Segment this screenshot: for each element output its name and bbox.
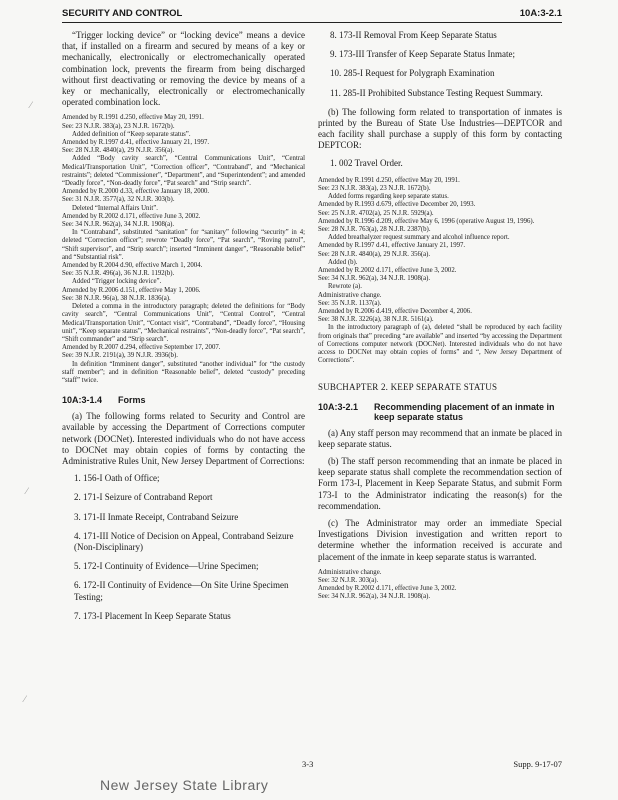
- history-line: Amended by R.2006 d.419, effective December 4, 2006.: [318, 308, 472, 316]
- history-line: Amended by R.1996 d.209, effective May 6, 1996 (operative August 19, 1996).: [318, 217, 535, 225]
- header-title: SECURITY AND CONTROL: [62, 8, 183, 19]
- paragraph-a: (a) Any staff person may recommend that an inmate be placed in keep separate status.: [318, 427, 562, 449]
- right-column: [318, 30, 562, 602]
- history-line: See: 23 N.J.R. 383(a), 23 N.J.R. 1672(b).: [62, 122, 175, 130]
- list-item: 2. 171-I Seizure of Contraband Report: [74, 492, 213, 503]
- forms-list: [62, 473, 305, 622]
- history-line: Amended by R.1993 d.679, effective December 20, 1993.: [318, 201, 476, 209]
- history-line: Amended by R.2000 d.33, effective January 18, 2000.: [62, 188, 210, 196]
- history-line: Amended by R.2002 d.171, effective June 3, 2002.: [62, 212, 201, 220]
- definition-paragraph: “Trigger locking device” or “locking device” means a device that, if installed on a firearm and secured by means of a key or mechanically, electronically or electromechanically operated combination lock, prevents the firearm from being discharged without first deactivating or removing the device by means of a key or mechanically, electronically or electromechanically operated combination lock.: [62, 30, 305, 108]
- margin-mark-icon: ⁄: [30, 100, 32, 110]
- history-line: Amended by R.2004 d.90, effective March 1, 2004.: [62, 262, 203, 270]
- section-heading: [62, 395, 305, 405]
- list-item: 3. 171-II Inmate Receipt, Contraband Seizure: [74, 511, 239, 522]
- history-line: Added forms regarding keep separate status.: [328, 193, 449, 201]
- history-line: Amended by R.2006 d.151, effective May 1, 2006.: [62, 286, 201, 294]
- page-number: 3-3: [302, 759, 314, 769]
- history-notes-section: [318, 569, 562, 602]
- header-section: 10A:3-2.1: [519, 8, 562, 19]
- list-item: 7. 173-I Placement In Keep Separate Status: [74, 610, 231, 621]
- history-line: Amended by R.1997 d.41, effective January 21, 1997.: [318, 242, 466, 250]
- history-line: See: 34 N.J.R. 962(a), 34 N.J.R. 1908(a).: [318, 275, 431, 283]
- history-line: Amended by R.1991 d.250, effective May 20, 1991.: [62, 114, 204, 122]
- history-line: Amended by R.1991 d.250, effective May 20, 1991.: [318, 176, 460, 184]
- list-item: 5. 172-I Continuity of Evidence—Urine Specimen;: [74, 561, 259, 572]
- paragraph-b2: (b) The staff person recommending that an inmate be placed in keep separate status shall complete the recommendation section of Form 173-I, Placement in Keep Separate Status, and submit Form 173-I to the Administrator indicating the reason(s) for the recommendation.: [318, 455, 562, 511]
- history-line: Added definition of “Keep separate status”.: [72, 130, 191, 138]
- history-line: Administrative change.: [318, 291, 382, 299]
- section-title: Recommending placement of an inmate in keep separate status: [374, 401, 555, 422]
- supplement-date: Supp. 9-17-07: [513, 759, 562, 769]
- list-item: 1. 156-I Oath of Office;: [74, 473, 160, 484]
- history-line: In the introductory paragraph of (a), deleted “shall be reproduced by each facility from originals that” preceding “are available” and inserted “by accessing the Department of Corrections computer network (DOCNet). Interested individuals who do not have access to DOCNet may obtain copies of forms” and “, New Jersey Department of Corrections”.: [318, 324, 562, 365]
- history-line: See: 28 N.J.R. 4840(a), 29 N.J.R. 356(a).: [318, 250, 431, 258]
- history-line: See: 31 N.J.R. 3577(a), 32 N.J.R. 303(b).: [62, 196, 175, 204]
- list-item: 10. 285-I Request for Polygraph Examination: [330, 68, 495, 79]
- library-watermark: New Jersey State Library: [100, 777, 269, 793]
- history-line: See: 25 N.J.R. 4702(a), 25 N.J.R. 5929(a).: [318, 209, 434, 217]
- margin-mark-icon: ⁄: [24, 694, 26, 704]
- history-line: Added “Body cavity search”, “Central Communications Unit”, “Central Medical/Transportation Unit”, “Correction officer”, “Contraband”, and “Mechanical restraints”; deleted “Commissioner”, “Department”, and “Superintendent”; and amended “Deadly force”, “Non-deadly force”, “Pat search” and “Strip search”.: [62, 155, 305, 188]
- forms-intro-paragraph: (a) The following forms related to Security and Control are available by accessing the Department of Corrections computer network (DOCNet). Interested individuals who do not have access to DOCNet may obtain copies of forms by contacting the Administrative Rules Unit, New Jersey Department of Corrections:: [62, 411, 305, 466]
- running-header: [62, 8, 562, 23]
- history-line: In definition “Imminent danger”, substituted “another individual” for “the custody staff member”; and in definition “Reasonable belief”, deleted “custody” preceding “staff” twice.: [62, 360, 305, 384]
- history-notes-right: [318, 177, 562, 366]
- section-heading: [318, 402, 562, 422]
- history-line: Amended by R.2002 d.171, effective June 3, 2002.: [318, 267, 457, 275]
- history-line: See: 39 N.J.R. 2191(a), 39 N.J.R. 3936(b).: [62, 352, 178, 360]
- margin-mark-icon: ⁄: [26, 486, 28, 496]
- section-number: 10A:3-1.4: [62, 395, 103, 406]
- history-line: See: 34 N.J.R. 962(a), 34 N.J.R. 1908(a).: [62, 221, 175, 229]
- history-line: Amended by R.1997 d.41, effective January 21, 1997.: [62, 139, 210, 147]
- paragraph-c: (c) The Administrator may order an immediate Special Investigations Division investigation and written report to determine whether the information received is accurate and placement of the inmate in keep separate status is warranted.: [318, 517, 562, 562]
- section-number: 10A:3-2.1: [318, 401, 359, 412]
- history-line: Added “Trigger locking device”.: [72, 278, 162, 286]
- history-line: See: 23 N.J.R. 383(a), 23 N.J.R. 1672(b).: [318, 185, 431, 193]
- history-line: Deleted a comma in the introductory paragraph; deleted the definitions for “Body cavity search”, “Central Communications Unit”, “Central Control”, “Central Medical/Transportation Unit”, “Contact visit”, “Contraband”, “Deadly force”, “Housing unit”, “Keep separate status”, “Mechanical restraints”, “Non-deadly force”, “Pat search”, “Shift commander” and “Strip search”.: [62, 303, 305, 343]
- list-item: 9. 173-III Transfer of Keep Separate Status Inmate;: [330, 49, 515, 60]
- history-line: Deleted “Internal Affairs Unit”.: [72, 204, 158, 212]
- list-item: 11. 285-II Prohibited Substance Testing Request Summary.: [330, 87, 543, 98]
- history-line: Amended by R.2002 d.171, effective June 3, 2002.: [318, 585, 457, 593]
- list-item: 6. 172-II Continuity of Evidence—On Site Urine Specimen Testing;: [74, 580, 289, 602]
- history-line: In “Contraband”, substituted “sanitation” for “sanitary” following “security” in 4; deleted “Correction officer”; rewrote “Deadly force”, “Pat search”, “Roving patrol”, “Shift supervisor”, and “Strip search”; inserted “Imminent danger”, “Reasonable belief” and “Substantial risk”.: [62, 229, 305, 261]
- history-line: See: 28 N.J.R. 4840(a), 29 N.J.R. 356(a).: [62, 147, 175, 155]
- list-item: 8. 173-II Removal From Keep Separate Status: [330, 30, 497, 40]
- page-footer: [62, 759, 562, 769]
- left-column: [62, 30, 305, 630]
- history-line: See: 35 N.J.R. 496(a), 36 N.J.R. 1192(b).: [62, 270, 175, 278]
- history-line: Amended by R.2007 d.294, effective September 17, 2007.: [62, 344, 221, 352]
- history-line: See: 28 N.J.R. 763(a), 28 N.J.R. 2387(b).: [318, 226, 431, 234]
- subchapter-heading: SUBCHAPTER 2. KEEP SEPARATE STATUS: [318, 381, 498, 392]
- history-line: See: 34 N.J.R. 962(a), 34 N.J.R. 1908(a).: [318, 593, 431, 601]
- history-notes-left: [62, 114, 305, 385]
- list-item: 1. 002 Travel Order.: [330, 157, 403, 168]
- list-item: 4. 171-III Notice of Decision on Appeal, Contraband Seizure (Non-Disciplinary): [74, 530, 294, 552]
- history-line: See: 38 N.J.R. 3226(a), 38 N.J.R. 5161(a).: [318, 316, 434, 324]
- history-line: See: 32 N.J.R. 303(a).: [318, 576, 379, 584]
- history-line: See: 35 N.J.R. 1137(a).: [318, 299, 382, 307]
- history-line: Added breathalyzer request summary and alcohol influence report.: [328, 234, 510, 242]
- history-line: Rewrote (a).: [328, 283, 362, 291]
- section-title: Forms: [118, 395, 146, 406]
- history-line: See: 38 N.J.R. 96(a), 38 N.J.R. 1836(a).: [62, 294, 171, 302]
- forms-list-continued: [318, 30, 562, 99]
- history-line: Added (b).: [328, 258, 358, 266]
- paragraph-b: (b) The following form related to transportation of inmates is printed by the Bureau of State Use Industries—DEPTCOR and each facility shall purchase a supply of this form by contacting DEPTCOR:: [318, 106, 562, 151]
- history-line: Administrative change.: [318, 568, 382, 576]
